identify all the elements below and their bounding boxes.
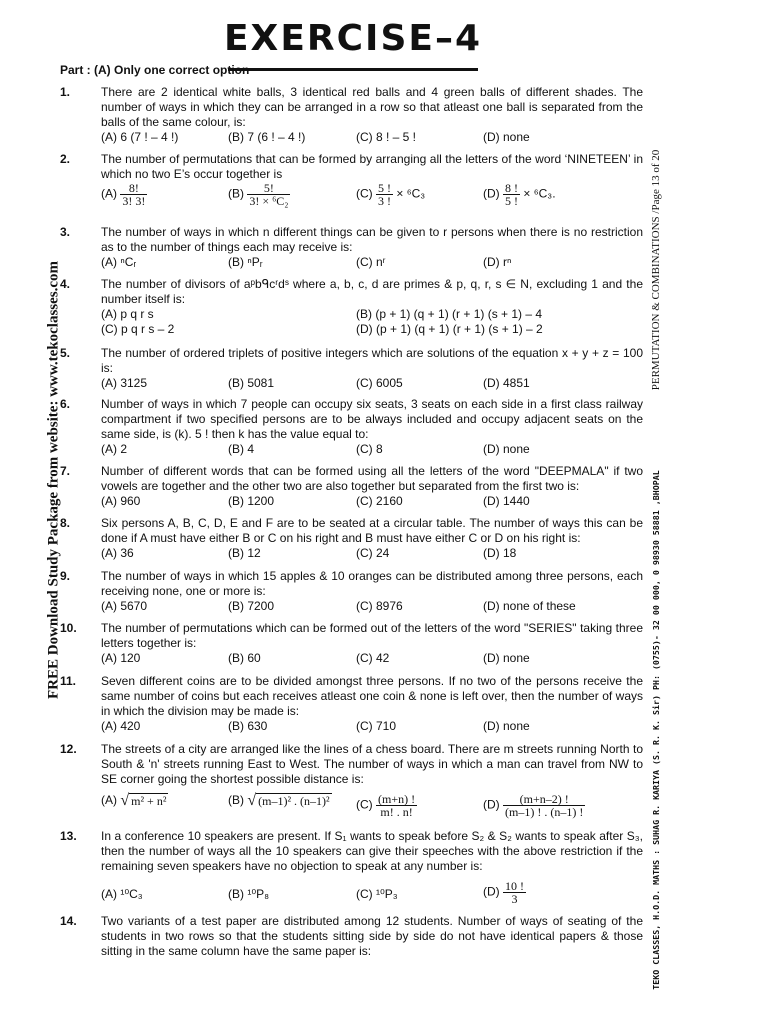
option-b[interactable]: (B) 630 [228, 719, 268, 733]
option-c[interactable]: (C) 8 [356, 442, 383, 456]
question-number: 11. [60, 674, 77, 688]
option-b[interactable]: (B) 4 [228, 442, 255, 456]
option-d[interactable]: (D) none [483, 719, 530, 733]
options-row [101, 651, 643, 666]
option-d[interactable]: (D) $\frac{8 !}{5 !}$ × ⁶C₃. [483, 181, 556, 208]
question-10 [60, 621, 643, 666]
option-c[interactable]: (C) 8 ! – 5 ! [356, 130, 417, 144]
question-number: 13. [60, 829, 77, 843]
side-banner-right-bottom: TEKO CLASSES, H.O.D. MATHS : SUHAG R. KARIYA (S. R. K. Sir) PH: (0755)- 32 00 000, 0 98930 58881 ,BHOPAL [651, 470, 661, 990]
option-b[interactable]: (B) √ (m–1)² . (n–1)² [228, 792, 330, 809]
option-a[interactable]: (A) 960 [101, 494, 141, 508]
options-row [101, 599, 643, 614]
option-c[interactable]: (C) 8976 [356, 599, 403, 613]
options-row [101, 880, 643, 908]
option-d[interactable]: (D) 4851 [483, 376, 530, 390]
option-a[interactable]: (A) 3125 [101, 376, 148, 390]
question-3 [60, 225, 643, 270]
option-c[interactable]: (C) $\frac{(m+n) !}{m! . n!}$ [356, 792, 416, 819]
option-a[interactable]: (A) √ m² + n² [101, 792, 167, 809]
option-c[interactable]: (C) 24 [356, 546, 390, 560]
option-a[interactable]: (A) 120 [101, 651, 141, 665]
question-2 [60, 152, 643, 210]
option-a[interactable]: (A) ¹⁰C₃ [101, 887, 143, 901]
option-c[interactable]: (C) $\frac{5 !}{3 !}$ × ⁶C₃ [356, 181, 426, 208]
part-heading: Part : (A) Only one correct option [60, 63, 250, 77]
question-text: In a conference 10 speakers are present. If S₁ wants to speak before S₂ & S₂ wants to speak after S₃, then the number of ways all the 10 speakers can give their speeches with the above restriction if the remaining seven speakers have no objection to speak at any number is: [101, 829, 643, 873]
option-a[interactable]: (A) ⁿCᵣ [101, 255, 137, 269]
question-9 [60, 569, 643, 614]
question-number: 12. [60, 742, 77, 756]
question-7 [60, 464, 643, 509]
option-a[interactable]: (A) 6 (7 ! – 4 !) [101, 130, 179, 144]
question-text: Seven different coins are to be divided amongst three persons. If no two of the persons receive the same number of coins but each receives atleast one coin & none is left over, then the number of ways in which the division may be made is: [101, 674, 643, 718]
option-b[interactable]: (B) 7 (6 ! – 4 !) [228, 130, 306, 144]
question-text: The streets of a city are arranged like the lines of a chess board. There are m streets running North to South & 'n' streets running East to West. The number of ways in which a man can travel from NW to SE corner going the shortest possible distance is: [101, 742, 643, 786]
option-b[interactable]: (B) 12 [228, 546, 261, 560]
options-row [101, 307, 643, 322]
question-text: The number of ways in which n different things can be given to r persons when there is no restriction as to the number of things each may receive is: [101, 225, 643, 254]
option-b[interactable]: (B) $\frac{5!}{\text{3! × ⁶C₂}}$ [228, 181, 289, 208]
question-13 [60, 829, 643, 908]
question-1 [60, 85, 643, 145]
side-banner-right-top: PERMUTATION & COMBINATIONS /Page 13 of 20 [650, 149, 662, 391]
option-d[interactable]: (D) none [483, 651, 530, 665]
option-d[interactable]: (D) rⁿ [483, 255, 512, 269]
question-number: 9. [60, 569, 71, 583]
option-b[interactable]: (B) 7200 [228, 599, 275, 613]
question-number: 2. [60, 152, 71, 166]
option-d[interactable]: (D) (p + 1) (q + 1) (r + 1) (s + 1) – 2 [356, 322, 543, 336]
options-row [101, 719, 643, 734]
question-number: 14. [60, 914, 77, 928]
question-11 [60, 674, 643, 734]
question-number: 6. [60, 397, 71, 411]
question-6 [60, 397, 643, 457]
option-d[interactable]: (D) $\frac{(m+n-2) !}{(m-1) ! . (n-1) !}$ [483, 792, 584, 819]
option-d[interactable]: (D) $\frac{10 !}{3}$ [483, 879, 525, 906]
option-a[interactable]: (A) 2 [101, 442, 128, 456]
question-5 [60, 346, 643, 391]
options-row [101, 376, 643, 391]
side-banner-left-text: FREE Download Study Package from website: www.tekoclasses.com [45, 260, 62, 700]
page-title [0, 18, 706, 59]
options-row [101, 255, 643, 270]
option-d[interactable]: (D) none [483, 442, 530, 456]
option-a[interactable]: (A) $\frac{8!}{3! 3!}$ [101, 181, 146, 208]
question-number: 7. [60, 464, 71, 478]
option-c[interactable]: (C) 2160 [356, 494, 403, 508]
options-row [101, 494, 643, 509]
option-c[interactable]: (C) nʳ [356, 255, 386, 269]
question-text: Six persons A, B, C, D, E and F are to be seated at a circular table. The number of ways this can be done if A must have either B or C on his right and B must have either C or D on his right is: [101, 516, 643, 545]
option-a[interactable]: (A) 5670 [101, 599, 148, 613]
options-row [101, 322, 643, 337]
question-number: 1. [60, 85, 71, 99]
question-text: The number of divisors of aᵖbᑫcʳdˢ where a, b, c, d are primes & p, q, r, s ∈ N, excluding 1 and the number itself is: [101, 277, 643, 306]
option-b[interactable]: (B) 60 [228, 651, 261, 665]
options-row [101, 546, 643, 561]
option-c[interactable]: (C) 710 [356, 719, 397, 733]
option-b[interactable]: (B) (p + 1) (q + 1) (r + 1) (s + 1) – 4 [356, 307, 543, 321]
question-number: 8. [60, 516, 71, 530]
question-number: 4. [60, 277, 71, 291]
option-b[interactable]: (B) 5081 [228, 376, 275, 390]
option-b[interactable]: (B) ⁿPᵣ [228, 255, 263, 269]
question-number: 3. [60, 225, 71, 239]
option-a[interactable]: (A) 420 [101, 719, 141, 733]
question-number: 5. [60, 346, 71, 360]
option-d[interactable]: (D) none of these [483, 599, 576, 613]
side-banner-right [646, 10, 666, 990]
options-row [101, 793, 643, 821]
question-text: The number of permutations which can be formed out of the letters of the word "SERIES" taking three letters together is: [101, 621, 643, 650]
question-text: Number of different words that can be formed using all the letters of the word "DEEPMALA" if two vowels are together and the other two are also together but separated from the first two is: [101, 464, 643, 493]
option-a[interactable]: (A) p q r s [101, 307, 154, 321]
question-text: Number of ways in which 7 people can occupy six seats, 3 seats on each side in a first class railway compartment if two specified persons are to be always included and occupy adjacent seats on the same side, is (k). 5 ! then k has the value equal to: [101, 397, 643, 441]
option-d[interactable]: (D) none [483, 130, 530, 144]
options-row [101, 442, 643, 457]
option-c[interactable]: (C) 6005 [356, 376, 403, 390]
question-number: 10. [60, 621, 77, 635]
option-c[interactable]: (C) p q r s – 2 [101, 322, 175, 336]
question-text: The number of ordered triplets of positive integers which are solutions of the equation x + y + z = 100 is: [101, 346, 643, 375]
options-row [101, 130, 643, 145]
title-underline [228, 68, 478, 71]
option-b[interactable]: (B) ¹⁰P₈ [228, 887, 270, 901]
question-12 [60, 742, 643, 821]
page-title-text: EXERCISE–4 [223, 18, 483, 59]
question-14 [60, 914, 643, 959]
option-c[interactable]: (C) 42 [356, 651, 390, 665]
option-c[interactable]: (C) ¹⁰P₃ [356, 887, 398, 901]
question-text: The number of permutations that can be formed by arranging all the letters of the word ‘NINETEEN’ in which no two E’s occur together is [101, 152, 643, 181]
question-text: Two variants of a test paper are distributed among 12 students. Number of ways of seating of the students in two rows so that the students sitting side by side do not have identical papers & those sitting in the same column have the same paper is: [101, 914, 643, 958]
option-a[interactable]: (A) 36 [101, 546, 134, 560]
question-text: The number of ways in which 15 apples & 10 oranges can be distributed among three persons, each receiving none, one or more is: [101, 569, 643, 598]
option-b[interactable]: (B) 1200 [228, 494, 275, 508]
option-d[interactable]: (D) 18 [483, 546, 517, 560]
option-d[interactable]: (D) 1440 [483, 494, 530, 508]
options-row [101, 182, 643, 210]
question-text: There are 2 identical white balls, 3 identical red balls and 4 green balls of different shades. The number of ways in which they can be arranged in a row so that atleast one ball is separated from the balls of the same colour, is: [101, 85, 643, 129]
question-4 [60, 277, 643, 337]
question-8 [60, 516, 643, 561]
